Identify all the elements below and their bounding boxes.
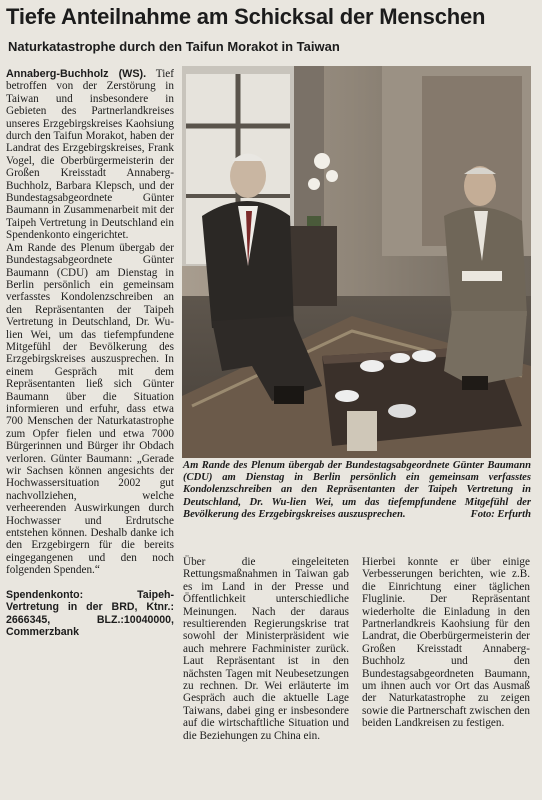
photo-credit: Foto: Erfurth [470,508,531,520]
paragraph-mid: Über die eingeleiteten Rettungsmaßnahmen in Taiwan gab es im Land in der Presse und Öffentlichkeit unterschiedliche Meinungen. Nach der daraus resultierenden Regierungskrise trat sowohl der Ministerpräsident wie auch mehrere Fachminister zurück. Laut Repräsentant ist in den nächsten Tagen mit Neubesetzungen zu rechnen. Dr. Wei erläuterte im Gespräch auch die aktuelle Lage Taiwans, dabei ging er insbesondere auf die wirtschaftliche Situation und die Beziehungen zu China ein. [183,556,349,742]
paragraph-right: Hierbei konnte er über einige Verbesserungen berichten, wie z.B. die Einrichtung einer täglichen Fluglinie. Der Repräsentant wiederholte die Einladung in den Partnerlandkreis Kaohsiung für den Landrat, die Oberbürgermeisterin der Großen Kreisstadt Annaberg-Buchholz und den Bundestagsabgeordneten Baumann, um ihnen auch vor Ort das Ausmaß der Naturkatastrophe zu zeigen sowie die Partnerschaft zwischen den beiden Landkreisen zu festigen. [362,556,530,730]
press-photo [182,66,531,458]
dateline: Annaberg-Buchholz (WS). [6,68,147,80]
photo-illustration [182,66,531,458]
paragraph-1-text: Tief betroffen von der Zerstörung in Taiwan und insbesondere in Gebieten des Partnerlandkreises unseres Erzgebirgskreises Kaohsiung durch den Taifun Morakot, haben der Landrat des Erzgebirgskreises, Frank Vogel, die Oberbürgermeisterin der Großen Kreisstadt Annaberg-Buchholz, Barbara Klepsch, und der Bundestagsabgeordnete Günter Baumann in Zusammenarbeit mit der Taipeh Vertretung in Deutschland ein Spendenkonto eingerichtet. [6,68,174,242]
paragraph-2: Am Rande des Plenum übergab der Bundestagsabgeordnete Günter Baumann (CDU) am Dienstag in Berlin persönlich ein gemeinsam verfasstes Kondolenzschreiben an den Repräsentanten der Taipeh Vertretung in Deutschland, Dr. Wu-lien Wei, um das tiefempfundene Mitgefühl der Bevölkerung des Erzgebirgskreises auszusprechen. In einem Gespräch mit dem Repräsentanten ließ sich Günter Baumann über die Situation informieren und erfuhr, dass etwa 700 Menschen der Naturkatastrophe zum Opfer fielen und etwa 7000 Bürgerinnen und Bürger ihr Obdach verloren. Günter Baumann: „Gerade wir Sachsen können angesichts der Hochwassersituation 2002 gut nachvollziehen, welche verheerenden Auswirkungen durch Hochwasser und Erdrutsche entstehen können. Deshalb danke ich den Erzgebirgern für die bereits eingegangenen und den noch folgenden Spenden.“ [6,241,174,577]
headline: Tiefe Anteilnahme am Schicksal der Menschen [6,4,486,29]
paragraph-1 [6,68,174,242]
photo-caption [183,460,531,521]
article-column-middle [183,556,349,742]
article-column-left [6,68,174,639]
subheadline: Naturkatastrophe durch den Taifun Morakot in Taiwan [8,39,340,54]
donation-account: Spendenkonto: Taipeh-Vertretung in der BRD, Ktnr.: 2666345, BLZ.:10040000, Commerzbank [6,588,174,639]
article-column-right [362,556,530,730]
caption-text: Am Rande des Plenum übergab der Bundestagsabgeordnete Günter Baumann (CDU) am Dienstag in Berlin persönlich ein gemeinsam verfasstes Kondolenzschreiben an den Repräsentanten der Taipeh Vertretung in Deutschland, Dr. Wu-lien Wei, um das tiefempfundene Mitgefühl der Bevölkerung des Erzgebirgskreises auszusprechen. [183,460,531,520]
